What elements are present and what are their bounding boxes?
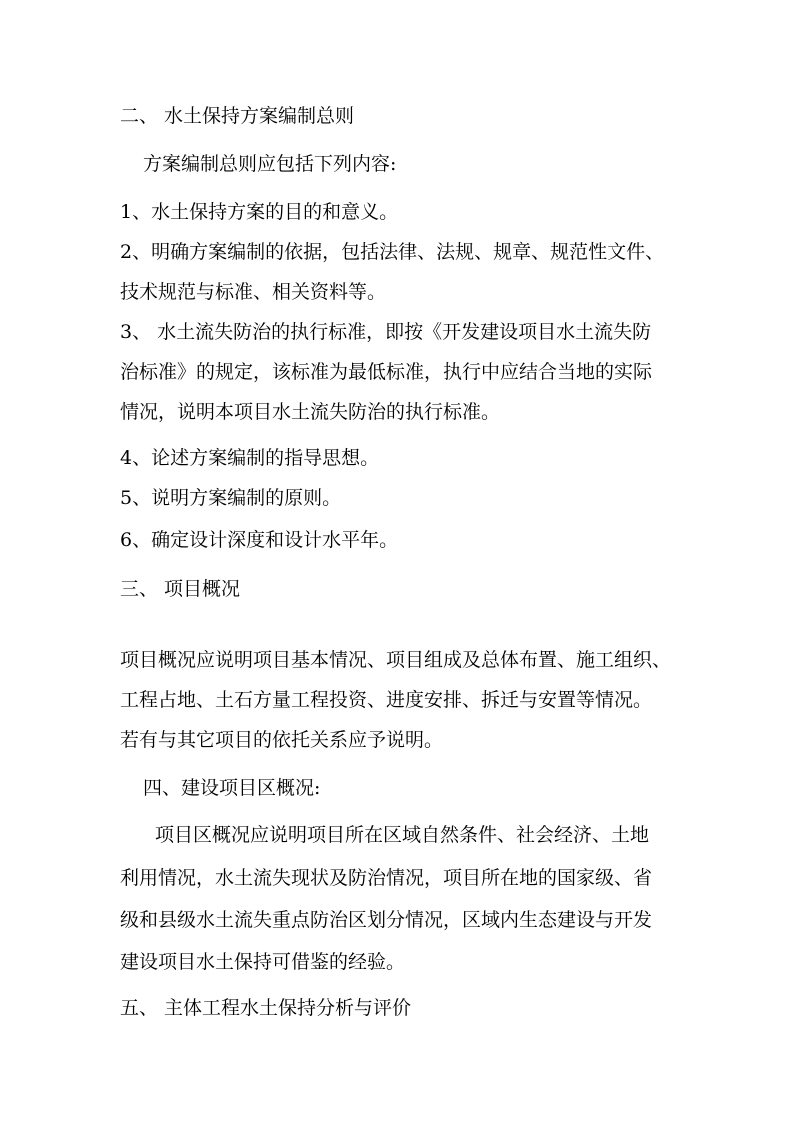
list-item-3-line-1: 3、 水土流失防治的执行标准，即按《开发建设项目水土流失防 <box>120 321 652 343</box>
list-item-2-line-2: 技术规范与标准、相关资料等。 <box>120 281 387 303</box>
list-item-3-line-2: 治标准》的规定，该标准为最低标准，执行中应结合当地的实际 <box>120 361 653 383</box>
overview-paragraph-line-3: 若有与其它项目的依托关系应予说明。 <box>120 729 444 751</box>
section-heading-2: 二、 水土保持方案编制总则 <box>120 105 355 127</box>
list-item-1: 1、水土保持方案的目的和意义。 <box>120 201 399 223</box>
list-item-3-line-3: 情况，说明本项目水土流失防治的执行标准。 <box>120 401 501 423</box>
area-paragraph-line-2: 利用情况，水土流失现状及防治情况，项目所在地的国家级、省 <box>120 867 653 889</box>
list-item-2-line-1: 2、明确方案编制的依据，包括法律、法规、规章、规范性文件、 <box>120 241 665 263</box>
list-item-5: 5、说明方案编制的原则。 <box>120 487 342 509</box>
section-heading-4: 四、建设项目区概况: <box>143 777 321 799</box>
overview-paragraph-line-1: 项目概况应说明项目基本情况、项目组成及总体布置、施工组织、 <box>120 649 672 671</box>
section-heading-3: 三、 项目概况 <box>120 578 241 600</box>
area-paragraph-line-4: 建设项目水土保持可借鉴的经验。 <box>120 951 406 973</box>
intro-paragraph: 方案编制总则应包括下列内容: <box>143 153 397 175</box>
overview-paragraph-line-2: 工程占地、土石方量工程投资、进度安排、拆迁与安置等情况。 <box>120 689 653 711</box>
list-item-4: 4、论述方案编制的指导思想。 <box>120 447 380 469</box>
area-paragraph-line-1: 项目区概况应说明项目所在区域自然条件、社会经济、土地 <box>155 824 650 846</box>
area-paragraph-line-3: 级和县级水土流失重点防治区划分情况，区域内生态建设与开发 <box>120 909 653 931</box>
list-item-6: 6、确定设计深度和设计水平年。 <box>120 529 399 551</box>
section-heading-5: 五、 主体工程水土保持分析与评价 <box>120 997 412 1019</box>
